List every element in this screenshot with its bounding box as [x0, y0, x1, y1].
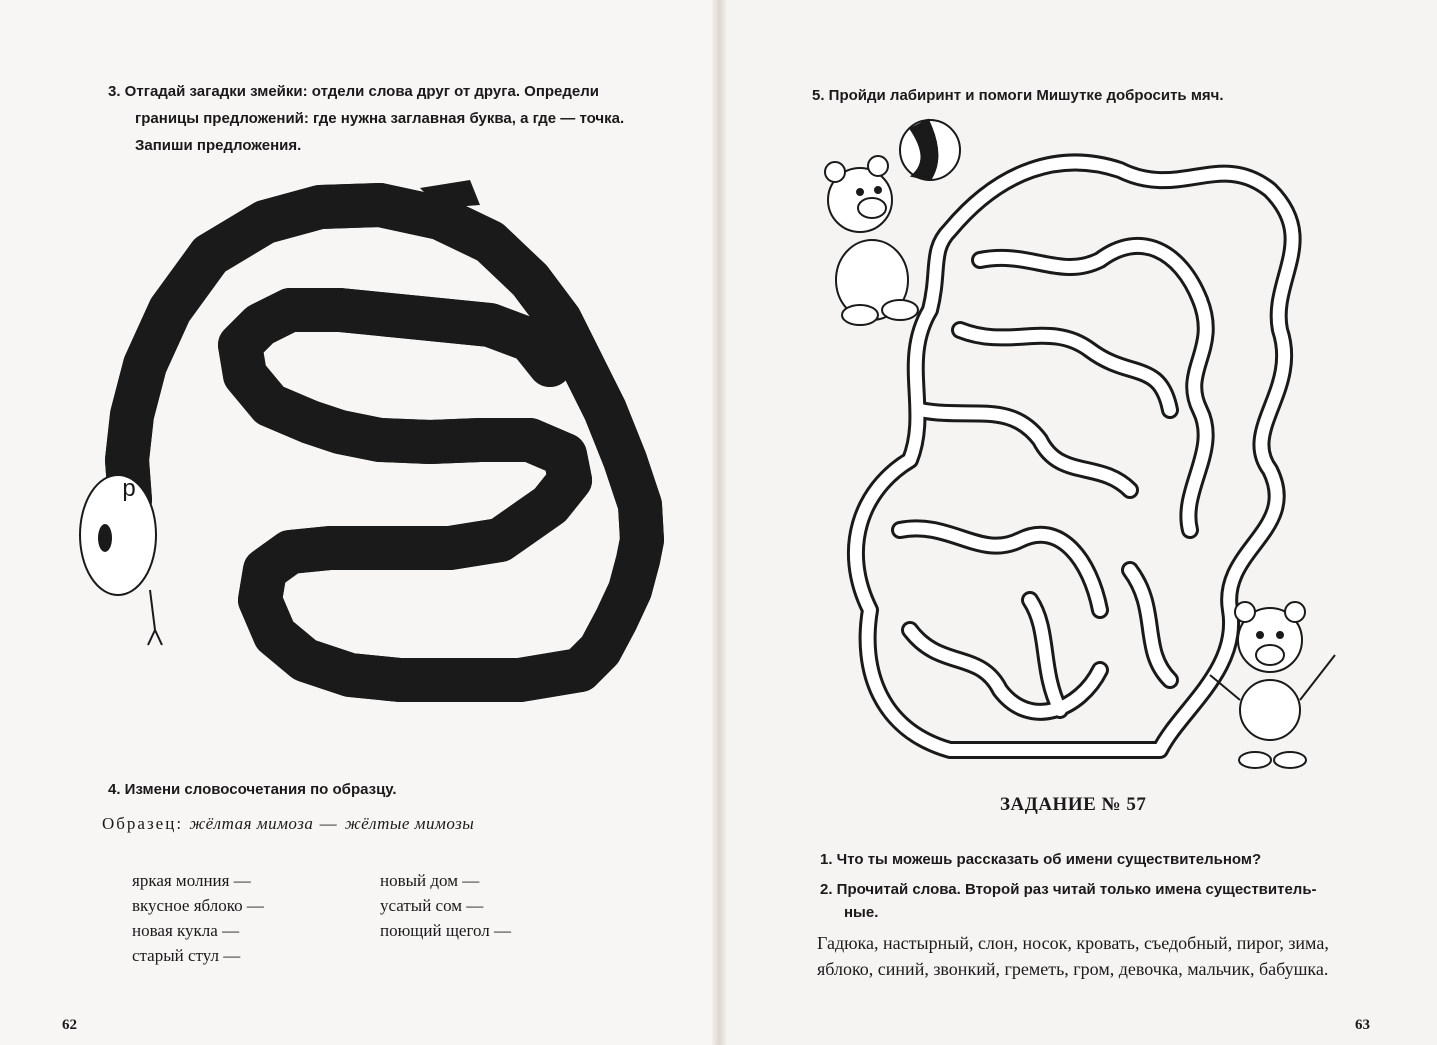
snake-letter: а — [353, 536, 367, 563]
snake-letter: й — [321, 655, 335, 683]
snake-letter: и — [594, 636, 608, 663]
question-2-line-1: 2. Прочитай слова. Второй раз читай только имена существитель- — [820, 881, 1317, 898]
phrase: новый дом — — [380, 871, 480, 890]
snake-letter: ь — [497, 242, 510, 270]
snake-letter: к — [347, 663, 359, 691]
snake-letter: р — [449, 668, 463, 695]
phrases-right-column — [380, 868, 511, 943]
snake-letter: л — [378, 194, 394, 222]
snake-letter: в — [484, 428, 498, 455]
snake-letter: ё — [353, 193, 367, 221]
phrase: поющий щегол — — [380, 921, 512, 940]
snake-letter: г — [381, 536, 391, 563]
snake-letter: с — [243, 368, 256, 396]
snake-letter: а — [253, 213, 267, 241]
snake-letter: ь — [532, 280, 546, 308]
snake-letter: н — [430, 536, 445, 563]
snake-letter: д — [456, 533, 471, 561]
snake-letter: а — [305, 410, 320, 438]
snake-tongue — [148, 590, 162, 645]
task-3-line-1: 3. Отгадай загадки змейки: отдели слова друг от друга. Определи — [108, 83, 600, 100]
snake-letter: ы — [295, 647, 313, 675]
question-2-line-2: ные. — [844, 904, 879, 921]
snake-letter: п — [505, 519, 519, 547]
snake-letters — [120, 194, 648, 695]
snake-letter: м — [190, 258, 207, 286]
snake-letter: е — [313, 298, 327, 325]
snake-letter: к — [356, 424, 368, 452]
snake-letter: м — [575, 654, 592, 682]
snake-letter: ё — [423, 668, 437, 695]
example-row — [102, 814, 474, 834]
snake-letter: с — [561, 323, 574, 351]
snake-letter: л — [552, 661, 567, 689]
snake-letter: н — [432, 429, 447, 457]
snake-letter: н — [123, 423, 137, 451]
snake-letter: л — [242, 323, 257, 351]
snake-letter: р — [122, 475, 136, 503]
example-dash: — — [319, 814, 339, 833]
phrase: вкусное яблоко — — [132, 896, 264, 915]
page-number-left: 62 — [62, 1017, 77, 1033]
snake-eye — [98, 524, 112, 552]
snake-head — [80, 475, 156, 595]
snake-letter: р — [151, 324, 165, 352]
snake-letter: о — [302, 198, 316, 225]
snake-letter: и — [235, 344, 249, 372]
snake-letter: м — [325, 536, 343, 563]
phrase: яркая молния — — [132, 871, 251, 890]
snake-letter: и — [632, 489, 646, 517]
snake-letter: а — [615, 440, 629, 468]
page-number-right: 63 — [1355, 1017, 1370, 1033]
snake-letter: л — [583, 369, 598, 397]
snake-letter: м — [174, 279, 192, 307]
snake-letter: я — [515, 260, 529, 288]
snake-letter: в — [282, 400, 295, 428]
snake-letter: л — [286, 298, 301, 325]
snake-letter: л — [389, 303, 405, 331]
snake-letter: т — [264, 610, 275, 638]
heading-task-57: ЗАДАНИЕ № 57 — [1000, 794, 1147, 815]
snake-letter: о — [372, 665, 386, 693]
snake-letter: с — [476, 668, 488, 695]
snake-letter: с — [330, 419, 343, 446]
snake-letter: п — [277, 544, 291, 572]
snake-letter: ё — [546, 489, 560, 516]
snake-puzzle — [60, 160, 700, 730]
snake-letter: з — [527, 504, 539, 532]
snake-letter: с — [477, 226, 490, 254]
snake-letter: т — [340, 298, 351, 326]
snake-letter: б — [534, 433, 549, 461]
snake-letter: о — [161, 301, 176, 329]
book-spine — [712, 0, 726, 1045]
task-3-line-2: границы предложений: где нужна заглавная буква, а где — точка. — [135, 110, 625, 127]
snake-letter: т — [502, 668, 514, 695]
snake-letter: ь — [596, 392, 609, 420]
snake-letter: и — [301, 538, 315, 566]
snake-letter: р — [277, 630, 291, 658]
phrase: новая кукла — — [132, 921, 240, 940]
ball-icon — [900, 120, 960, 180]
snake-letter: е — [364, 301, 378, 329]
snake-letter: а — [617, 589, 632, 617]
word-list: Гадюка, настырный, слон, носок, кровать, съедобный, пирог, зима, яблоко, синий, звонкий, греметь, гром, девочка, мальчик, бабушка. — [817, 933, 1329, 979]
snake-letter: и — [510, 428, 524, 455]
snake-letter: б — [634, 514, 649, 542]
snake-letter: ш — [227, 226, 248, 254]
snake-letter: о — [482, 529, 496, 557]
snake-letter: о — [441, 308, 456, 336]
phrases-left-column — [132, 868, 264, 968]
snake-letter: о — [458, 428, 472, 456]
snake-letter: ш — [603, 613, 623, 641]
snake-letter: а — [516, 325, 531, 353]
question-1: 1. Что ты можешь рассказать об имени существительном? — [820, 851, 1262, 868]
task-3-line-3: Запиши предложения. — [135, 137, 302, 154]
example-from: жёлтая мимоза — [189, 814, 314, 833]
snake-letter: ш — [324, 194, 345, 222]
task-5-title: 5. Пройди лабиринт и помоги Мишутке добросить мяч. — [812, 87, 1224, 104]
example-label: Образец: — [102, 814, 184, 833]
snake-letter: в — [404, 199, 418, 227]
snake-letter: а — [526, 665, 541, 693]
snake-letter: т — [260, 388, 272, 416]
task-3 — [108, 78, 624, 159]
snake-letter: р — [623, 464, 638, 492]
snake-letter: р — [562, 468, 577, 496]
snake-letter: п — [277, 204, 291, 232]
task-4-title: 4. Измени словосочетания по образцу. — [108, 781, 397, 798]
snake-letter: о — [632, 540, 647, 568]
snake-letter: о — [126, 398, 140, 425]
snake-letter: ё — [257, 560, 272, 588]
snake-letter: т — [606, 416, 618, 444]
snake-letter: б — [415, 306, 430, 334]
question-2 — [820, 876, 1317, 926]
snake-letter: р — [492, 316, 507, 344]
snake-letter: е — [453, 215, 467, 243]
snake-letter: п — [535, 342, 549, 370]
snake-letter: л — [429, 205, 444, 233]
snake-letter: а — [263, 307, 277, 335]
snake-letter: в — [398, 668, 411, 695]
snake-letter: л — [380, 428, 395, 456]
phrase: старый стул — — [132, 946, 241, 965]
bear-top-icon — [825, 156, 918, 325]
snake-letter: и — [572, 346, 586, 374]
snake-letter: и — [208, 239, 223, 267]
snake-letter: а — [120, 449, 134, 477]
snake-letter: с — [627, 565, 640, 593]
snake-letter: е — [558, 443, 572, 471]
snake-letter: с — [254, 586, 267, 614]
snake-letter: ё — [406, 429, 421, 457]
snake-letter: т — [141, 348, 153, 376]
example-to: жёлтые мимозы — [344, 814, 475, 833]
phrase: усатый сом — — [380, 896, 484, 915]
snake-letter: к — [469, 311, 480, 339]
snake-letter: о — [404, 536, 419, 563]
snake-letter: у — [133, 373, 146, 400]
snake-letter: т — [549, 300, 561, 328]
maze-illustration — [800, 110, 1360, 790]
